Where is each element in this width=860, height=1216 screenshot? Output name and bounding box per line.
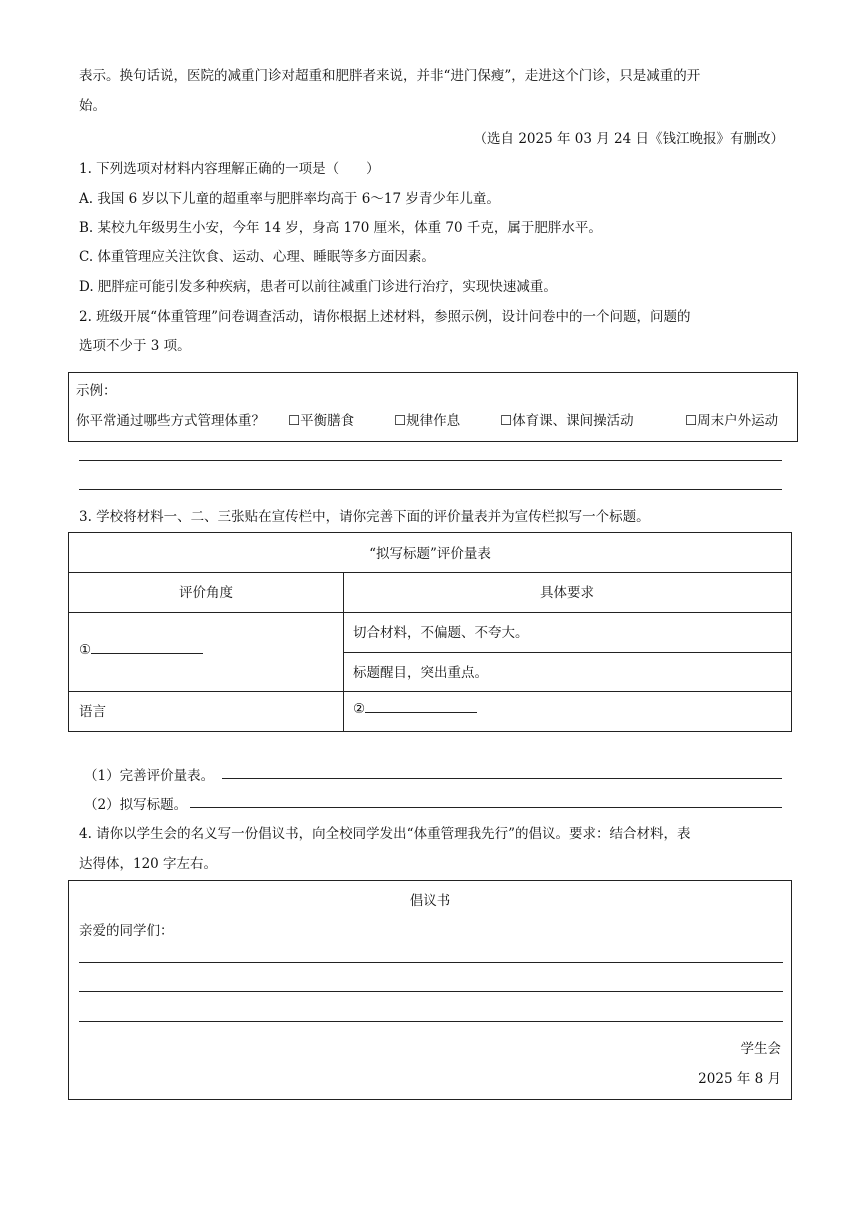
row1-angle-marker: ① xyxy=(79,642,92,658)
letter-answer-line-3[interactable] xyxy=(79,1021,783,1022)
letter-title: 倡议书 xyxy=(409,893,451,909)
row1-requirement-b: 标题醒目，突出重点。 xyxy=(353,665,488,681)
row1-requirement-a: 切合材料，不偏题、不夸大。 xyxy=(353,625,529,641)
source-citation: （选自 2025 年 03 月 24 日《钱江晚报》有删改） xyxy=(473,131,784,147)
evaluation-table xyxy=(68,532,792,732)
q1-option-a[interactable]: A. 我国 6 岁以下儿童的超重率与肥胖率均高于 6～17 岁青少年儿童。 xyxy=(79,191,500,207)
q3-sub-2: （2）拟写标题。 xyxy=(84,797,188,813)
q2-stem-line-2: 选项不少于 3 项。 xyxy=(79,338,191,354)
example-option-1: ☐平衡膳食 xyxy=(288,413,355,429)
row2-requirement-marker: ② xyxy=(353,701,366,717)
row1-angle xyxy=(79,641,203,658)
letter-answer-line-1[interactable] xyxy=(79,962,783,963)
example-option-3: ☐体育课、课间操活动 xyxy=(500,413,634,429)
q2-stem-line-1: 2. 班级开展“体重管理”问卷调查活动，请你根据上述材料，参照示例，设计问卷中的一个问题，问题的 xyxy=(79,309,691,325)
q4-stem-line-1: 4. 请你以学生会的名义写一份倡议书，向全校同学发出“体重管理我先行”的倡议。要求：结合材料，表 xyxy=(79,826,691,842)
row2-angle: 语言 xyxy=(79,704,106,720)
q2-answer-line-1[interactable] xyxy=(79,460,782,461)
q1-option-c[interactable]: C. 体重管理应关注饮食、运动、心理、睡眠等多方面因素。 xyxy=(79,249,435,265)
row2-requirement-blank[interactable] xyxy=(365,700,477,713)
example-label: 示例： xyxy=(76,383,117,399)
q4-stem-line-2: 达得体，120 字左右。 xyxy=(79,856,218,872)
letter-answer-line-2[interactable] xyxy=(79,991,783,992)
letter-date: 2025 年 8 月 xyxy=(698,1071,781,1087)
table-header-requirement: 具体要求 xyxy=(540,585,594,601)
example-option-4: ☐周末户外运动 xyxy=(685,413,779,429)
table-rule xyxy=(69,572,791,573)
example-option-2: ☐规律作息 xyxy=(394,413,461,429)
row2-requirement xyxy=(353,700,477,717)
q2-answer-line-2[interactable] xyxy=(79,489,782,490)
q1-option-b[interactable]: B. 某校九年级男生小安，今年 14 岁，身高 170 厘米，体重 70 千克，属于肥胖水平。 xyxy=(79,220,602,236)
q3-sub-2-answer-line[interactable] xyxy=(190,807,782,808)
q3-sub-1-answer-line[interactable] xyxy=(222,778,782,779)
letter-signature: 学生会 xyxy=(740,1041,781,1057)
intro-line-2: 始。 xyxy=(79,98,106,114)
row1-angle-blank[interactable] xyxy=(91,641,203,654)
q1-stem: 1. 下列选项对材料内容理解正确的一项是（ ） xyxy=(79,161,380,177)
q1-option-d[interactable]: D. 肥胖症可能引发多种疾病，患者可以前往减重门诊进行治疗，实现快速减重。 xyxy=(79,279,557,295)
table-header-angle: 评价角度 xyxy=(179,585,233,601)
q3-stem: 3. 学校将材料一、二、三张贴在宣传栏中，请你完善下面的评价量表并为宣传栏拟写一个标题。 xyxy=(79,509,650,525)
table-rule xyxy=(69,691,791,692)
intro-line-1: 表示。换句话说，医院的减重门诊对超重和肥胖者来说，并非“进门保瘦”，走进这个门诊，只是减重的开 xyxy=(79,68,701,84)
q3-sub-1: （1）完善评价量表。 xyxy=(84,768,215,784)
table-title: “拟写标题”评价量表 xyxy=(369,546,491,562)
proposal-letter-box xyxy=(68,880,792,1100)
letter-salutation: 亲爱的同学们： xyxy=(79,923,174,939)
example-question: 你平常通过哪些方式管理体重？ xyxy=(76,413,265,429)
table-rule xyxy=(343,652,791,653)
q2-example-box xyxy=(68,372,798,442)
table-rule xyxy=(69,612,791,613)
